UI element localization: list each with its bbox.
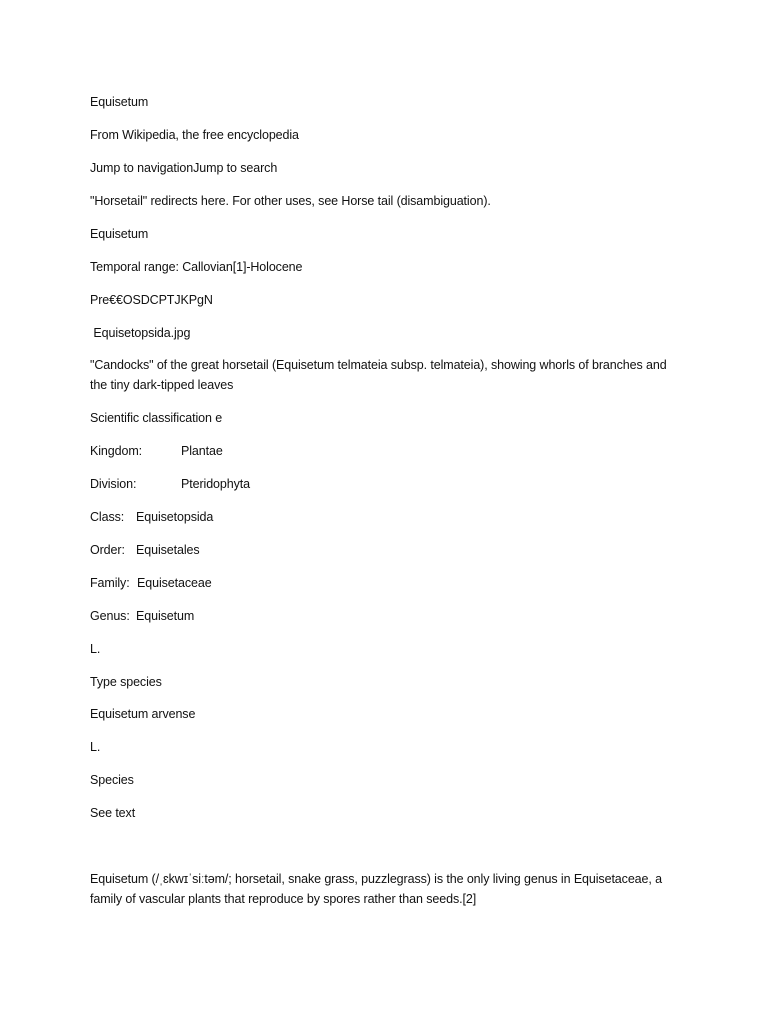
jump-links: Jump to navigationJump to search (90, 161, 278, 175)
type-species-author: L. (90, 740, 101, 754)
genus-row (90, 606, 194, 626)
genus-value: Equisetum (136, 609, 195, 623)
family-row (90, 573, 212, 593)
redirect-note: "Horsetail" redirects here. For other uses, see Horse tail (disambiguation). (90, 194, 491, 208)
intro-paragraph: Equisetum (/ˌɛkwɪˈsiːtəm/; horsetail, snake grass, puzzlegrass) is the only living genus in Equisetaceae, a family of vascular plants that reproduce by spores rather than seeds.[2] (90, 872, 662, 906)
image-caption: "Candocks" of the great horsetail (Equisetum telmateia subsp. telmateia), showing whorls of branches and the tiny dark-tipped leaves (90, 358, 667, 392)
species-heading: Species (90, 773, 134, 787)
class-row (90, 507, 213, 527)
species-value: See text (90, 806, 136, 820)
image-filename: Equisetopsida.jpg (90, 326, 191, 340)
genus-author: L. (90, 642, 101, 656)
type-species: Equisetum arvense (90, 707, 196, 721)
class-label: Class: (90, 510, 125, 524)
period-abbrev: Pre€€OSDCPTJKPgN (90, 293, 213, 307)
order-label: Order: (90, 543, 125, 557)
article-title: Equisetum (90, 95, 149, 109)
class-value: Equisetopsida (136, 510, 214, 524)
kingdom-label: Kingdom: (90, 444, 143, 458)
type-species-heading: Type species (90, 675, 162, 689)
kingdom-row (90, 441, 223, 461)
order-value: Equisetales (136, 543, 200, 557)
temporal-range: Temporal range: Callovian[1]-Holocene (90, 260, 303, 274)
kingdom-value: Plantae (181, 444, 223, 458)
classification-heading: Scientific classification e (90, 411, 223, 425)
source-line: From Wikipedia, the free encyclopedia (90, 128, 299, 142)
division-label: Division: (90, 477, 137, 491)
division-row (90, 474, 250, 494)
taxobox-title: Equisetum (90, 227, 149, 241)
order-row (90, 540, 200, 560)
division-value: Pteridophyta (181, 477, 250, 491)
family-label: Family: (90, 576, 130, 590)
family-value: Equisetaceae (137, 576, 212, 590)
genus-label: Genus: (90, 609, 130, 623)
